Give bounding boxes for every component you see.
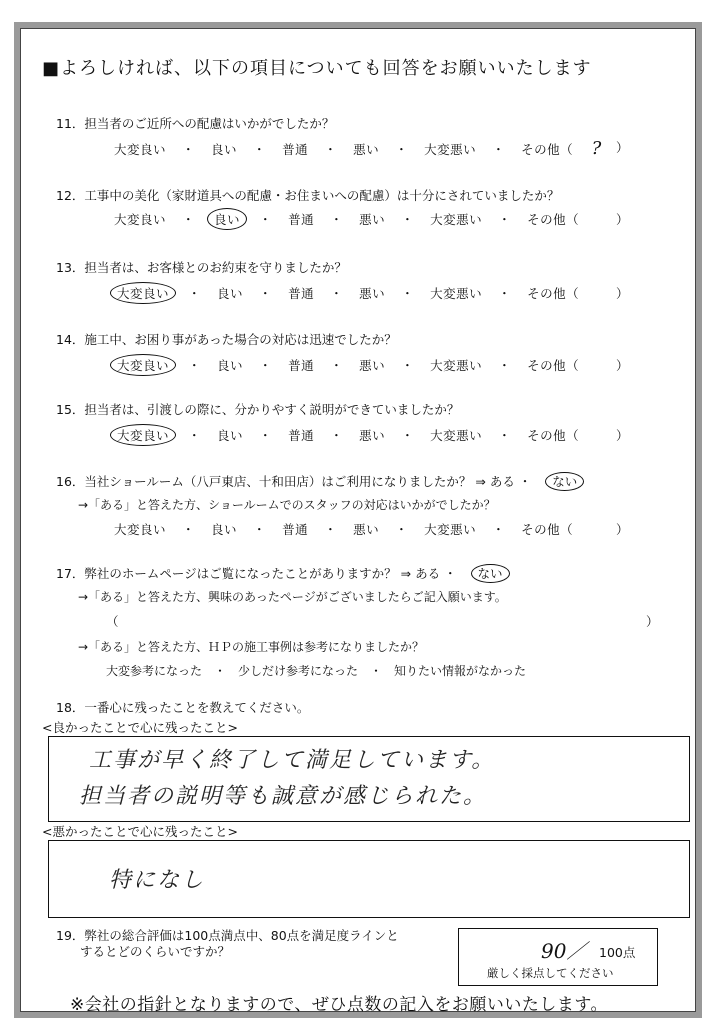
q17-options-2[interactable]: 大変参考になった ・ 少しだけ参考になった ・ 知りたい情報がなかった: [106, 664, 527, 678]
q12-opt-3[interactable]: 普通: [288, 212, 315, 227]
question-18: 18．一番心に残ったことを教えてください。: [56, 700, 310, 715]
q17-followup-1: →「ある」と答えた方、興味のあったページがございましたらご記入願います。: [78, 590, 507, 604]
q11-opt-5[interactable]: 大変悪い: [424, 142, 477, 157]
q12-opt-4[interactable]: 悪い: [359, 212, 386, 227]
q16-close-paren: ）: [616, 522, 629, 537]
q16-text: 16．当社ショールーム（八戸東店、十和田店）はご利用になりましたか？ ⇒ ある ・: [56, 474, 532, 489]
q14-opt-2[interactable]: 良い: [217, 358, 244, 373]
sep: ・: [324, 142, 338, 157]
q19-score-note: 厳しく採点してください: [487, 966, 614, 980]
sep: ・: [182, 212, 196, 227]
q19-score-box[interactable]: [458, 928, 658, 986]
sep: ・: [401, 358, 415, 373]
q16-opt-1[interactable]: 大変良い: [114, 522, 167, 537]
q16-answer-selected[interactable]: ない: [545, 472, 584, 491]
q15-close-paren: ）: [616, 428, 629, 443]
q12-opt-5[interactable]: 大変悪い: [430, 212, 483, 227]
q13-options: [114, 284, 579, 302]
q13-opt-3[interactable]: 普通: [288, 286, 315, 301]
q17-close-paren: ）: [646, 614, 659, 629]
q19-score-value: 90／: [541, 939, 587, 963]
survey-frame: [14, 22, 702, 1018]
sep: ・: [330, 212, 344, 227]
q16-opt-5[interactable]: 大変悪い: [424, 522, 477, 537]
sep: ・: [401, 428, 415, 443]
q17-open-paren: （: [106, 614, 119, 629]
q11-opt-4[interactable]: 悪い: [353, 142, 380, 157]
q12-options: [114, 210, 579, 228]
sep: ・: [330, 358, 344, 373]
q14-opt-4[interactable]: 悪い: [359, 358, 386, 373]
q12-opt-2-selected[interactable]: 良い: [207, 208, 247, 230]
sep: ・: [253, 142, 267, 157]
q12-opt-6[interactable]: その他（: [527, 212, 580, 227]
q16-opt-6[interactable]: その他（: [521, 522, 574, 537]
q17-followup-2: →「ある」と答えた方、ＨＰの施工事例は参考になりましたか？: [78, 640, 425, 654]
q18-good-line-1: 工事が早く終了して満足しています。: [89, 748, 496, 773]
q11-opt-6[interactable]: その他（: [521, 142, 574, 157]
question-16: [56, 472, 580, 490]
question-13: 13．担当者は、お客様とのお約束を守りましたか？: [56, 260, 347, 275]
q14-opt-6[interactable]: その他（: [527, 358, 580, 373]
q13-opt-1-selected[interactable]: 大変良い: [110, 282, 176, 304]
q19-score-max: 100点: [599, 945, 636, 960]
question-19-line-2: するとどのくらいですか？: [80, 944, 231, 959]
sep: ・: [492, 142, 506, 157]
sep: ・: [330, 428, 344, 443]
q11-opt-1[interactable]: 大変良い: [114, 142, 167, 157]
q15-opt-4[interactable]: 悪い: [359, 428, 386, 443]
sep: ・: [498, 212, 512, 227]
q15-opt-5[interactable]: 大変悪い: [430, 428, 483, 443]
q18-bad-text: 特になし: [109, 868, 206, 893]
q16-opt-3[interactable]: 普通: [282, 522, 309, 537]
q12-close-paren: ）: [616, 212, 629, 227]
sep: ・: [259, 358, 273, 373]
q11-options: [114, 138, 602, 159]
q14-close-paren: ）: [616, 358, 629, 373]
sep: ・: [182, 522, 196, 537]
q13-close-paren: ）: [616, 286, 629, 301]
sep: ・: [182, 142, 196, 157]
q15-opt-6[interactable]: その他（: [527, 428, 580, 443]
sep: ・: [395, 142, 409, 157]
q12-opt-1[interactable]: 大変良い: [114, 212, 167, 227]
sep: ・: [498, 286, 512, 301]
sep: ・: [324, 522, 338, 537]
sep: ・: [188, 358, 202, 373]
q15-opt-3[interactable]: 普通: [288, 428, 315, 443]
q16-options: [114, 520, 573, 538]
sep: ・: [253, 522, 267, 537]
question-19-line-1: 19．弊社の総合評価は100点満点中、80点を満足度ラインと: [56, 928, 399, 943]
sep: ・: [188, 428, 202, 443]
page-heading: ■よろしければ、以下の項目についても回答をお願いいたします: [42, 58, 592, 79]
question-11: 11．担当者のご近所への配慮はいかがでしたか？: [56, 116, 335, 131]
sep: ・: [498, 428, 512, 443]
q13-opt-2[interactable]: 良い: [217, 286, 244, 301]
q14-opt-5[interactable]: 大変悪い: [430, 358, 483, 373]
question-14: 14．施工中、お困り事があった場合の対応は迅速でしたか？: [56, 332, 397, 347]
q13-opt-4[interactable]: 悪い: [359, 286, 386, 301]
question-17: [56, 564, 506, 582]
q15-options: [114, 426, 579, 444]
sep: ・: [498, 358, 512, 373]
sep: ・: [395, 522, 409, 537]
q14-opt-3[interactable]: 普通: [288, 358, 315, 373]
q11-opt-2[interactable]: 良い: [211, 142, 238, 157]
q16-opt-2[interactable]: 良い: [211, 522, 238, 537]
q13-opt-5[interactable]: 大変悪い: [430, 286, 483, 301]
q17-text: 17．弊社のホームページはご覧になったことがありますか？ ⇒ ある ・: [56, 566, 457, 581]
q14-opt-1-selected[interactable]: 大変良い: [110, 354, 176, 376]
sep: ・: [492, 522, 506, 537]
q11-close-paren: ）: [616, 140, 629, 155]
q16-followup: →「ある」と答えた方、ショールームでのスタッフの対応はいかがでしたか？: [78, 498, 496, 512]
q18-bad-label: <悪かったことで心に残ったこと>: [42, 824, 238, 839]
sep: ・: [259, 212, 273, 227]
sep: ・: [259, 428, 273, 443]
sep: ・: [401, 212, 415, 227]
q13-opt-6[interactable]: その他（: [527, 286, 580, 301]
q18-good-line-2: 担当者の説明等も誠意が感じられた。: [79, 784, 488, 809]
sep: ・: [401, 286, 415, 301]
question-12: 12．工事中の美化（家財道具への配慮・お住まいへの配慮）は十分にされていましたか？: [56, 188, 560, 203]
q18-good-box[interactable]: [48, 736, 690, 822]
footer-note: ※会社の指針となりますので、ぜひ点数の記入をお願いいたします。: [70, 995, 609, 1015]
sep: ・: [330, 286, 344, 301]
q18-bad-box[interactable]: [48, 840, 690, 918]
sep: ・: [188, 286, 202, 301]
q14-options: [114, 356, 579, 374]
q11-other-answer: ?: [591, 138, 602, 159]
q15-opt-2[interactable]: 良い: [217, 428, 244, 443]
q18-good-label: <良かったことで心に残ったこと>: [42, 720, 238, 735]
q16-opt-4[interactable]: 悪い: [353, 522, 380, 537]
q11-opt-3[interactable]: 普通: [282, 142, 309, 157]
q15-opt-1-selected[interactable]: 大変良い: [110, 424, 176, 446]
sep: ・: [259, 286, 273, 301]
q17-answer-selected[interactable]: ない: [471, 564, 510, 583]
question-15: 15．担当者は、引渡しの際に、分かりやすく説明ができていましたか？: [56, 402, 460, 417]
